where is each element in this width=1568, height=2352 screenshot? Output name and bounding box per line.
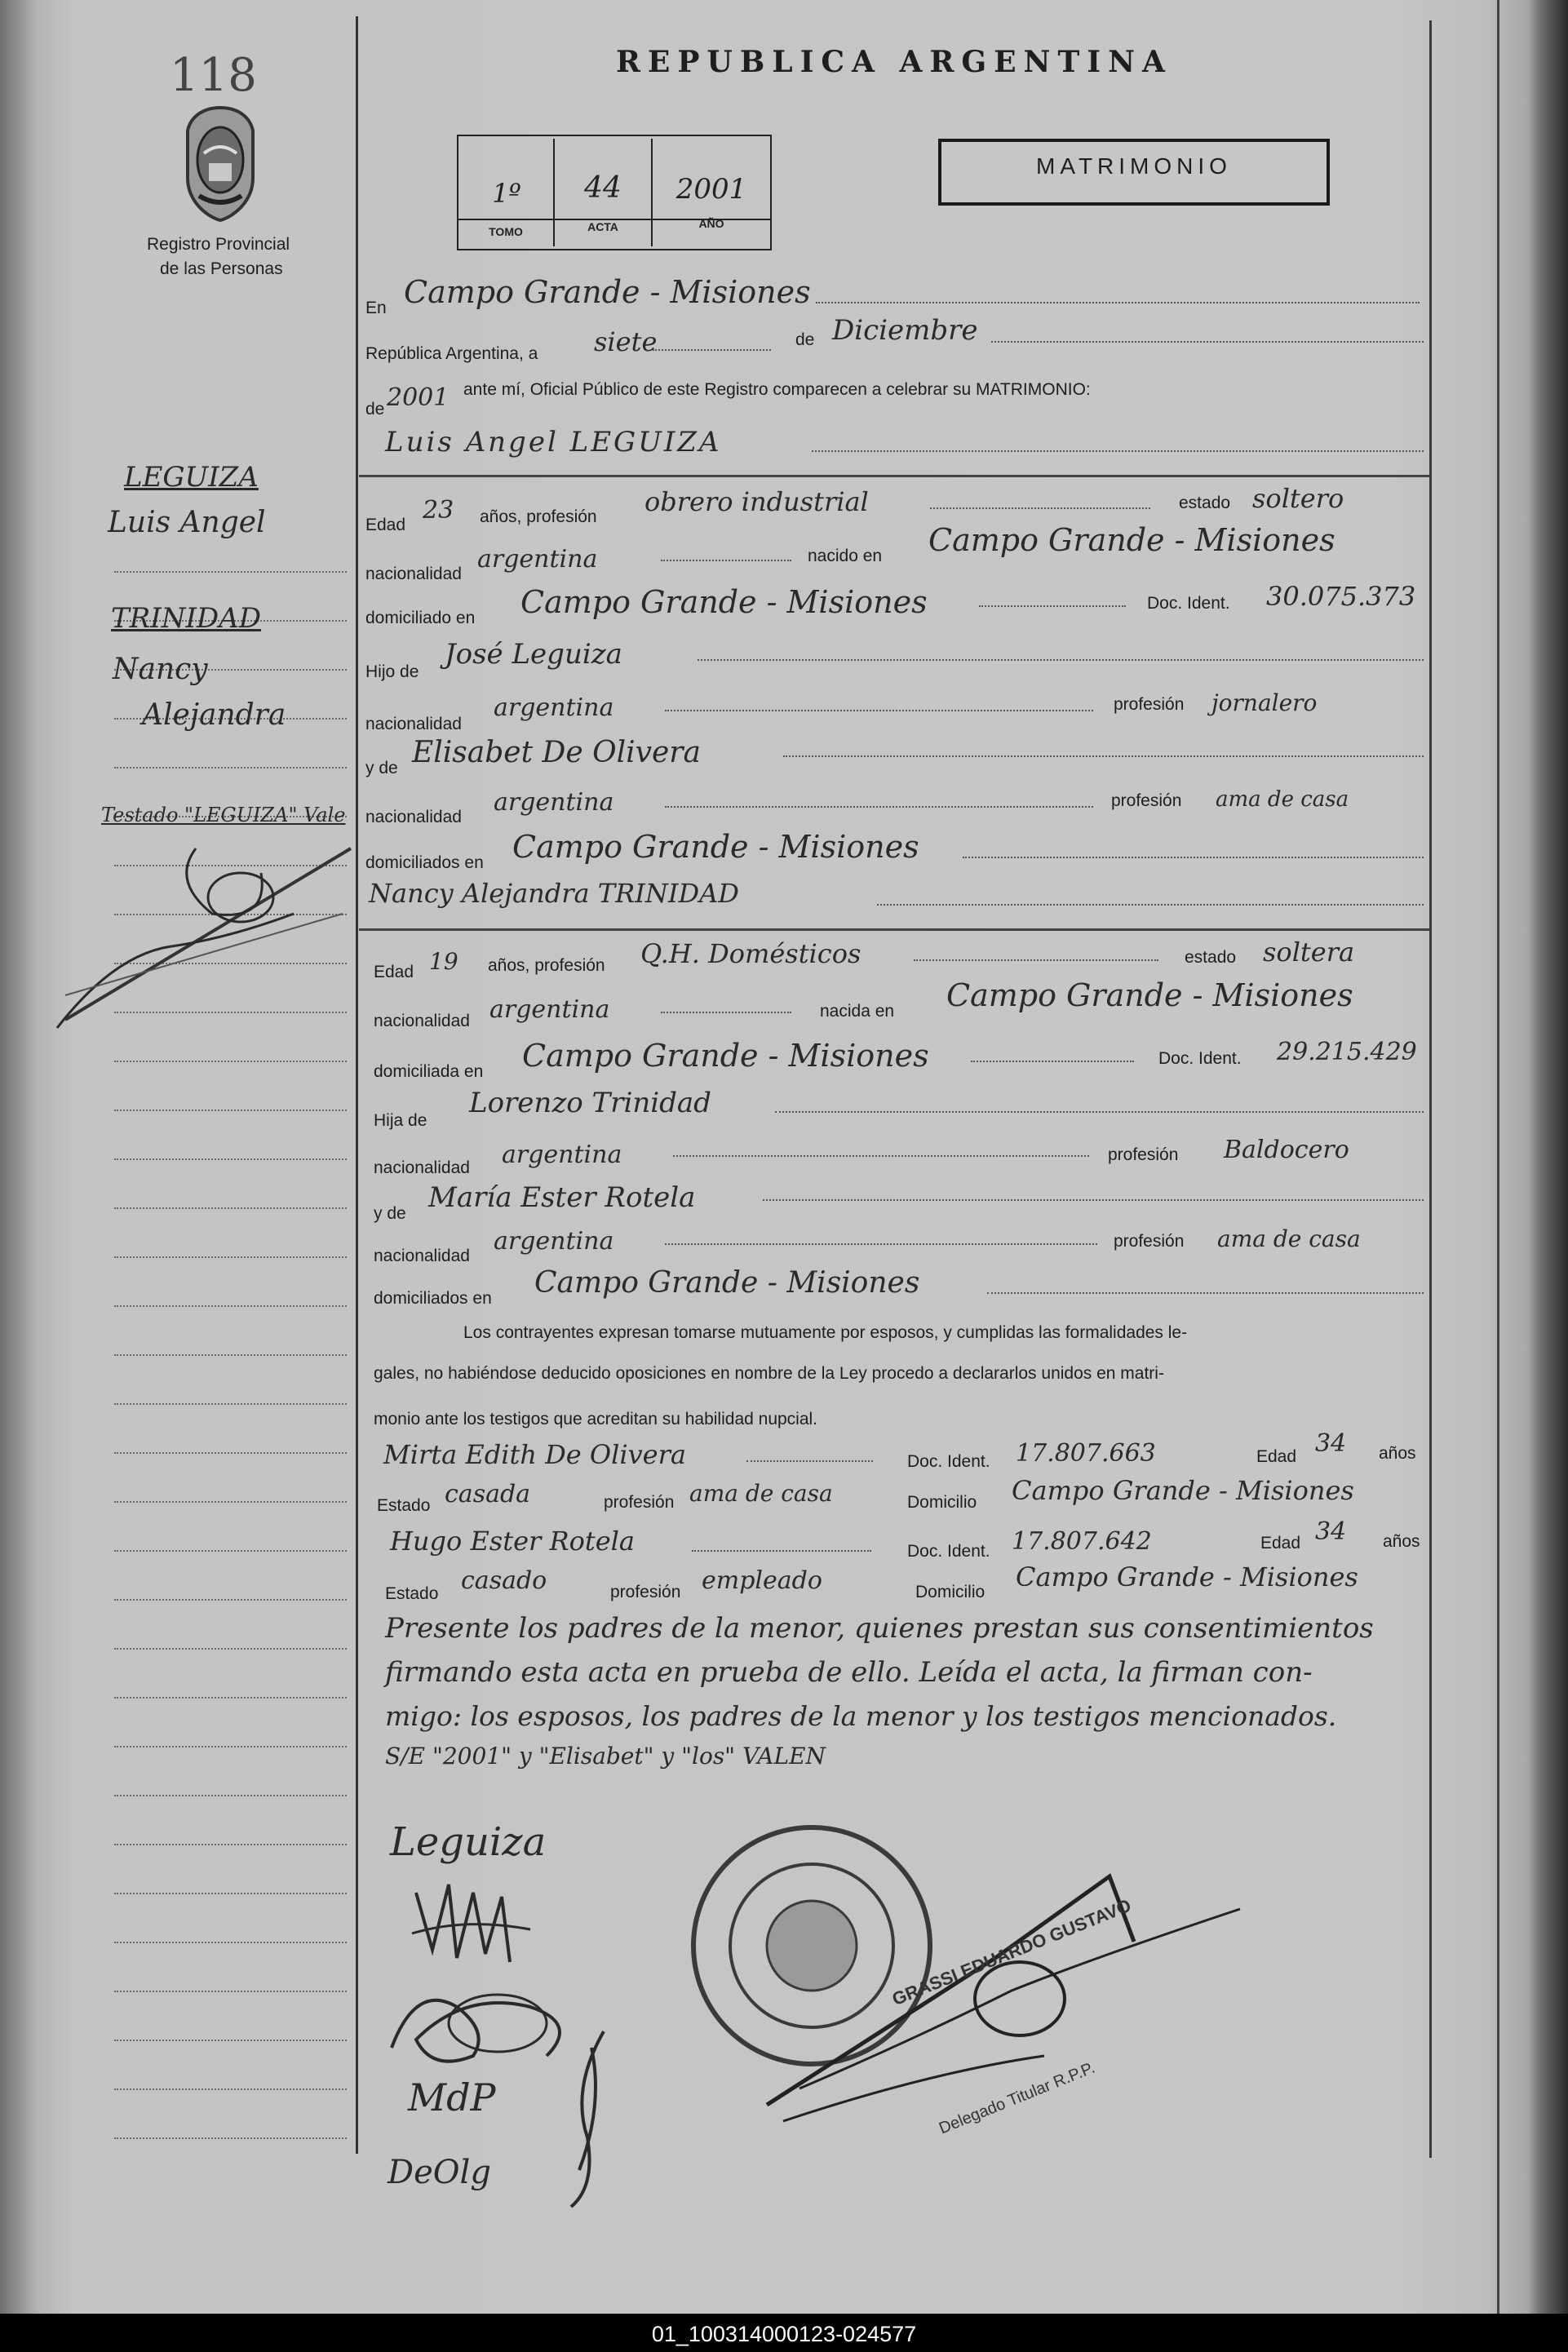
bride-nac-label: nacionalidad — [374, 1012, 470, 1030]
footer-image-id: 01_100314000123-024577 — [651, 2322, 917, 2346]
margin-groom-names: Luis Angel — [108, 506, 266, 539]
page-edge — [1497, 0, 1499, 2314]
month: Diciembre — [832, 314, 978, 347]
groom-hijo-label: Hijo de — [365, 662, 419, 681]
groom-father-nac-label: nacionalidad — [365, 715, 462, 733]
groom-age: 23 — [423, 496, 454, 525]
bride-birthplace: Campo Grande - Misiones — [946, 977, 1353, 1013]
bride-mother-prof-label: profesión — [1114, 1232, 1185, 1251]
witness-2-estado-label: Estado — [385, 1584, 439, 1603]
right-border — [1429, 20, 1432, 2158]
witness-2-domicilio-label: Domicilio — [915, 1583, 986, 1601]
day: siete — [594, 326, 658, 357]
witness-1-estado-label: Estado — [377, 1496, 431, 1515]
bride-parents-domicile: Campo Grande - Misiones — [534, 1266, 920, 1300]
note-line-3: migo: los esposos, los padres de la menor y los testigos mencionados. — [385, 1700, 1337, 1732]
bride-father-profession: Baldocero — [1224, 1136, 1349, 1164]
witness-1-anos-label: años — [1379, 1444, 1416, 1463]
groom-doc-label: Doc. Ident. — [1147, 594, 1230, 613]
margin-bride-name1: Nancy — [113, 653, 208, 686]
registry-line-1: Registro Provincial — [147, 235, 290, 254]
margin-groom-surname: LEGUIZA — [124, 461, 259, 494]
bride-mother-nationality: argentina — [494, 1227, 614, 1256]
formal-line-3: monio ante los testigos que acreditan su habilidad nupcial. — [374, 1410, 818, 1428]
republica-label: República Argentina, a — [365, 344, 538, 363]
bride-mother-profession: ama de casa — [1217, 1225, 1361, 1252]
witness-1-doc-label: Doc. Ident. — [907, 1452, 990, 1471]
page-title: REPUBLICA ARGENTINA — [616, 45, 1172, 79]
bride-estado-label: estado — [1185, 948, 1237, 967]
bride-y-de-label: y de — [374, 1204, 406, 1223]
groom-birthplace: Campo Grande - Misiones — [928, 522, 1335, 558]
tomo-value: 1º — [492, 178, 521, 209]
groom-civil-status: soltero — [1252, 483, 1344, 514]
signature-mdp: MdP — [408, 2075, 496, 2119]
groom-domicile: Campo Grande - Misiones — [520, 584, 928, 620]
formal-line-2: gales, no habiéndose deducido oposiciones en nombre de la Ley procedo a declararlos unidos en matri- — [374, 1364, 1164, 1383]
groom-domiciliado-label: domiciliado en — [365, 609, 476, 627]
place: Campo Grande - Misiones — [404, 274, 811, 310]
groom-father: José Leguiza — [445, 638, 622, 671]
groom-parents-dom-label: domiciliados en — [365, 853, 484, 872]
groom-father-profession: jornalero — [1211, 689, 1318, 716]
bride-mother: María Ester Rotela — [428, 1181, 696, 1214]
anio-label: AÑO — [698, 217, 724, 230]
witness-2-edad-label: Edad — [1260, 1534, 1301, 1552]
margin-note: Testado "LEGUIZA" Vale — [101, 804, 346, 826]
bride-hija-label: Hija de — [374, 1111, 427, 1130]
groom-mother-nationality: argentina — [494, 788, 614, 817]
bride-nationality: argentina — [489, 995, 610, 1024]
bride-father-prof-label: profesión — [1108, 1145, 1179, 1164]
declaration: ante mí, Oficial Público de este Registro comparecen a celebrar su MATRIMONIO: — [463, 380, 1091, 399]
witness-1-prof-label: profesión — [604, 1493, 675, 1512]
bride-father-nac-label: nacionalidad — [374, 1158, 470, 1177]
bride-dom-label: domiciliada en — [374, 1062, 484, 1081]
groom-mother: Elisabet De Olivera — [412, 736, 701, 769]
note-line-2: firmando esta acta en prueba de ello. Leída el acta, la firman con- — [385, 1656, 1313, 1689]
registry-line-2: de las Personas — [160, 259, 283, 278]
signature-groom: Leguiza — [390, 1819, 547, 1865]
note-line-4: S/E "2001" y "Elisabet" y "los" VALEN — [385, 1743, 826, 1770]
witness-2-age: 34 — [1315, 1517, 1347, 1546]
margin-signature-stamp — [49, 824, 359, 1044]
groom-nacionalidad-label: nacionalidad — [365, 565, 462, 583]
coat-of-arms-icon — [179, 104, 261, 223]
witness-2-doc-label: Doc. Ident. — [907, 1542, 990, 1561]
witness-2-name: Hugo Ester Rotela — [390, 1526, 635, 1557]
witness-1-domicile: Campo Grande - Misiones — [1012, 1475, 1354, 1506]
groom-nacido-label: nacido en — [808, 547, 883, 565]
bride-domicile: Campo Grande - Misiones — [522, 1038, 929, 1074]
bride-doc-id: 29.215.429 — [1277, 1038, 1417, 1066]
groom-doc-id: 30.075.373 — [1266, 581, 1416, 612]
witness-1-edad-label: Edad — [1256, 1447, 1297, 1466]
note-line-1: Presente los padres de la menor, quienes prestan sus consentimientos — [385, 1612, 1374, 1645]
witness-1-name: Mirta Edith De Olivera — [383, 1439, 686, 1470]
margin-bride-name2: Alejandra — [142, 698, 286, 732]
groom-mother-profession: ama de casa — [1216, 787, 1349, 812]
witness-1-profession: ama de casa — [689, 1480, 833, 1507]
signature-deolg: DeOlg — [388, 2154, 491, 2191]
official-stamp-sub: Delegado Titular R.P.P. — [937, 2058, 1098, 2138]
witness-1-status: casada — [445, 1480, 531, 1508]
margin-rule — [356, 16, 358, 2154]
witness-2-domicile: Campo Grande - Misiones — [1016, 1561, 1358, 1592]
groom-anos-profesion: años, profesión — [480, 507, 597, 526]
margin-bride-surname: TRINIDAD — [111, 602, 261, 635]
groom-father-prof-label: profesión — [1114, 695, 1185, 714]
acta-value: 44 — [584, 171, 622, 205]
page-number: 118 — [170, 49, 257, 102]
tomo-label: TOMO — [489, 225, 523, 238]
bride-father: Lorenzo Trinidad — [469, 1087, 711, 1119]
groom-nationality: argentina — [477, 545, 598, 574]
bride-parents-dom-label: domiciliados en — [374, 1289, 492, 1308]
bride-mother-nac-label: nacionalidad — [374, 1247, 470, 1265]
bride-father-nationality: argentina — [502, 1141, 622, 1169]
acta-label: ACTA — [587, 220, 618, 233]
bride-full-name: Nancy Alejandra TRINIDAD — [369, 878, 739, 909]
witness-2-status: casado — [461, 1566, 547, 1595]
witness-2-profession: empleado — [702, 1566, 822, 1595]
witness-2-doc-id: 17.807.642 — [1012, 1527, 1152, 1556]
formal-line-1: Los contrayentes expresan tomarse mutuamente por esposos, y cumplidas las formalidades le- — [463, 1323, 1188, 1342]
bride-nacida-label: nacida en — [820, 1002, 895, 1021]
anio-value: 2001 — [675, 173, 747, 206]
groom-mother-nac-label: nacionalidad — [365, 808, 462, 826]
bride-doc-label: Doc. Ident. — [1158, 1049, 1242, 1068]
bride-civil-status: soltera — [1263, 937, 1355, 968]
bride-profession: Q.H. Domésticos — [640, 938, 862, 969]
groom-profession: obrero industrial — [644, 486, 869, 517]
year: 2001 — [387, 383, 450, 412]
witness-1-age: 34 — [1315, 1429, 1347, 1458]
official-stamp-text: GRASSI EDUARDO GUSTAVO — [889, 1894, 1134, 2010]
groom-estado-label: estado — [1179, 494, 1231, 512]
groom-parents-domicile: Campo Grande - Misiones — [512, 829, 919, 865]
groom-y-de-label: y de — [365, 759, 398, 777]
bride-anos-profesion: años, profesión — [488, 956, 605, 975]
signature-vertical — [555, 2023, 620, 2211]
bride-edad-label: Edad — [374, 963, 414, 981]
groom-edad-label: Edad — [365, 516, 406, 534]
signature-bride — [408, 1876, 538, 1974]
groom-full-name: Luis Angel LEGUIZA — [385, 426, 722, 458]
bride-age: 19 — [429, 948, 458, 975]
en-label: En — [365, 299, 387, 317]
witness-2-anos-label: años — [1383, 1532, 1420, 1551]
groom-father-nationality: argentina — [494, 693, 614, 722]
witness-1-doc-id: 17.807.663 — [1016, 1439, 1156, 1468]
act-type: MATRIMONIO — [1036, 153, 1232, 179]
witness-2-prof-label: profesión — [610, 1583, 681, 1601]
de-year-label: de — [365, 400, 385, 419]
witness-1-domicilio-label: Domicilio — [907, 1493, 977, 1512]
de-label: de — [795, 330, 815, 349]
groom-mother-prof-label: profesión — [1111, 791, 1182, 810]
